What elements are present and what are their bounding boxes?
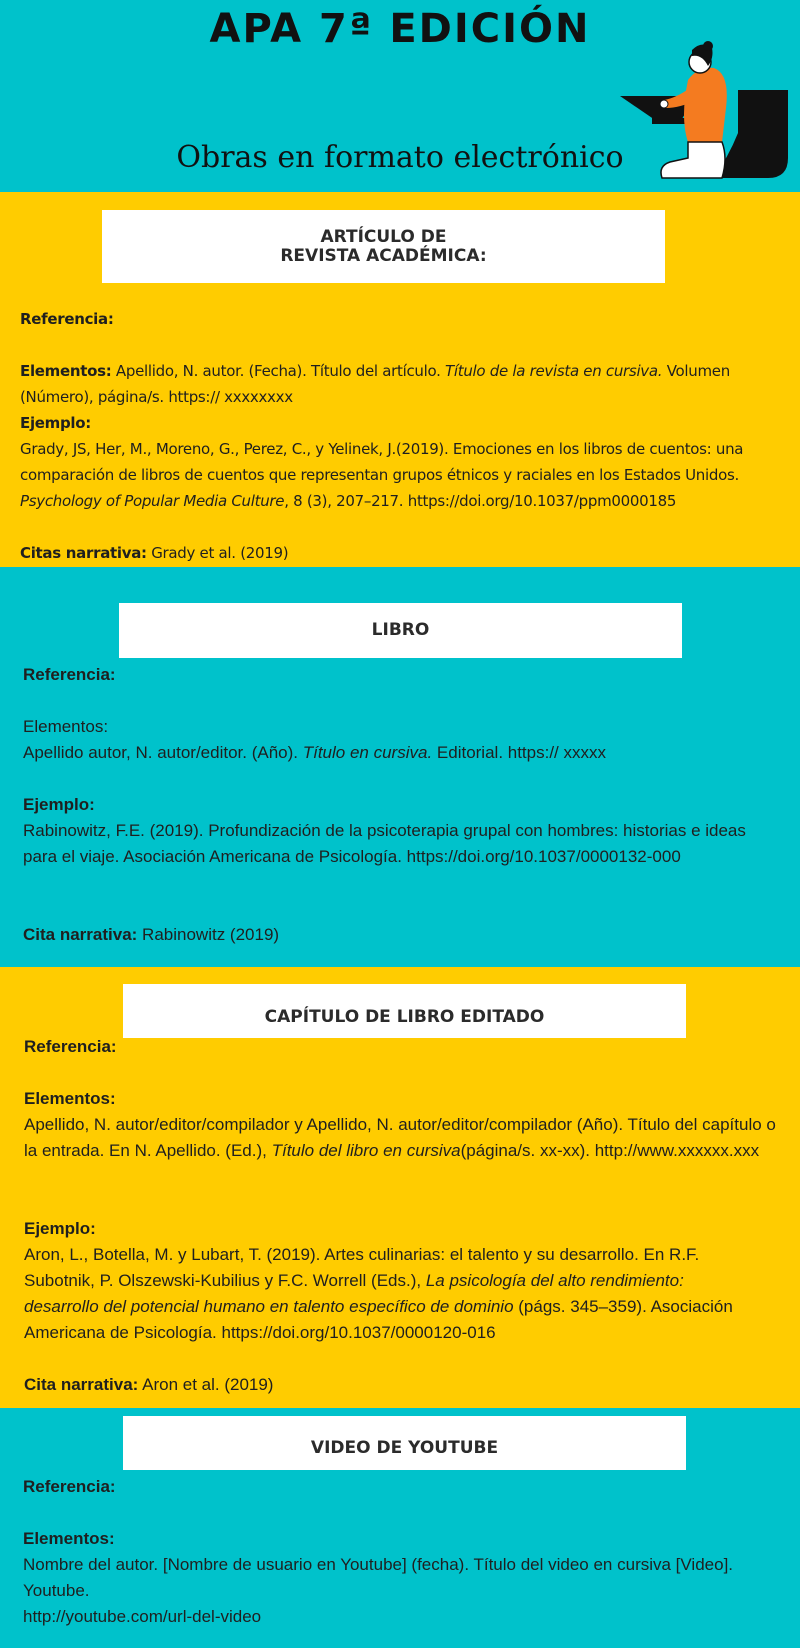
ejemplo-text-a: Grady, JS, Her, M., Moreno, G., Perez, C., y Yelinek, J.(2019). Emociones en los libros de cuentos: una comparación de libros de cuentos que representan grupos étnicos y raciales en los Estados Unidos. <box>20 440 744 484</box>
cita-line <box>23 922 783 948</box>
elementos-text-italic: Título de la revista en cursiva. <box>445 362 663 380</box>
section-heading-capitulo: CAPÍTULO DE LIBRO EDITADO <box>123 984 686 1038</box>
elementos-paragraph <box>23 714 783 766</box>
ejemplo-text: Rabinowitz, F.E. (2019). Profundización de la psicoterapia grupal con hombres: historias e ideas para el viaje. Asociación Americana de Psicología. https://doi.org/10.1037/0000132-000 <box>23 821 746 866</box>
ejemplo-text-italic: La psicología del alto rendimiento: desarrollo del potencial humano en talento específico de dominio <box>24 1271 684 1316</box>
heading-line1: ARTÍCULO DE <box>320 226 447 247</box>
elementos-text-b: (página/s. xx-xx). http://www.xxxxxx.xxx <box>460 1141 760 1160</box>
ejemplo-label: Ejemplo: <box>20 414 91 432</box>
cita-label: Cita narrativa: <box>24 1375 139 1394</box>
elementos-text-a: Apellido, N. autor/editor/compilador y Apellido, N. autor/editor/compilador (Año). Título del capítulo o la entrada. En N. Apellido. (Ed.), <box>24 1115 776 1160</box>
cita-text: Grady et al. (2019) <box>146 544 289 562</box>
cita-label: Citas narrativa: <box>20 544 147 562</box>
section-heading-youtube: VIDEO DE YOUTUBE <box>123 1416 686 1470</box>
ejemplo-text-b: (págs. 345–359). Asociación Americana de Psicología. https://doi.org/10.1037/0000120-016 <box>24 1297 733 1342</box>
elementos-label: Elementos: <box>23 1529 115 1548</box>
ejemplo-paragraph <box>20 410 780 514</box>
cita-line <box>24 1372 784 1398</box>
section-capitulo <box>0 967 800 1408</box>
elementos-label: Elementos: <box>23 717 109 736</box>
elementos-text: Nombre del autor. [Nombre de usuario en Youtube] (fecha). Título del video en cursiva [Video]. Youtube. <box>23 1555 734 1600</box>
elementos-paragraph <box>20 358 780 410</box>
elementos-paragraph <box>24 1086 776 1164</box>
elementos-text-italic: Título en cursiva. <box>302 743 433 762</box>
person-writing-at-desk-icon <box>618 38 793 188</box>
elementos-text-b: Editorial. https:// xxxxx <box>432 743 607 762</box>
referencia-line <box>24 1034 784 1060</box>
cita-label: Cita narrativa: <box>23 925 138 944</box>
section-heading-articulo <box>102 210 665 283</box>
referencia-line <box>20 306 780 332</box>
section-heading-libro: LIBRO <box>119 603 682 658</box>
section-articulo <box>0 192 800 567</box>
referencia-line <box>23 662 783 688</box>
referencia-line <box>23 1474 783 1500</box>
header <box>0 0 800 192</box>
elementos-paragraph <box>23 1526 775 1630</box>
section-youtube <box>0 1408 800 1648</box>
ejemplo-paragraph <box>23 792 775 870</box>
ejemplo-label: Ejemplo: <box>24 1219 96 1238</box>
referencia-label: Referencia: <box>23 1477 116 1496</box>
ejemplo-paragraph <box>24 1216 754 1346</box>
elementos-text-b: Volumen (Número), página/s. https:// xxxxxxxx <box>20 362 730 406</box>
page-title: APA 7ª EDICIÓN <box>209 6 591 52</box>
page-subtitle: Obras en formato electrónico <box>176 140 624 175</box>
heading-line2: REVISTA ACADÉMICA: <box>280 245 487 266</box>
cita-text: Aron et al. (2019) <box>138 1375 274 1394</box>
elementos-label: Elementos: <box>20 362 112 380</box>
elementos-text-a: Apellido autor, N. autor/editor. (Año). <box>23 743 303 762</box>
section-libro <box>0 567 800 967</box>
referencia-label: Referencia: <box>20 310 114 328</box>
ejemplo-text-italic: Psychology of Popular Media Culture <box>20 492 285 510</box>
elementos-text-a: Apellido, N. autor. (Fecha). Título del artículo. <box>111 362 446 380</box>
elementos-url: http://youtube.com/url-del-video <box>23 1607 262 1626</box>
elementos-text-italic: Título del libro en cursiva <box>271 1141 461 1160</box>
elementos-label: Elementos: <box>24 1089 116 1108</box>
cita-line <box>20 540 780 566</box>
ejemplo-label: Ejemplo: <box>23 795 95 814</box>
cita-text: Rabinowitz (2019) <box>137 925 280 944</box>
ejemplo-text-b: , 8 (3), 207–217. https://doi.org/10.1037/ppm0000185 <box>284 492 677 510</box>
referencia-label: Referencia: <box>23 665 116 684</box>
referencia-label: Referencia: <box>24 1037 117 1056</box>
ejemplo-text-a: Aron, L., Botella, M. y Lubart, T. (2019). Artes culinarias: el talento y su desarrollo. En R.F. Subotnik, P. Olszewski-Kubilius y F.C. Worrell (Eds.), <box>24 1245 700 1290</box>
